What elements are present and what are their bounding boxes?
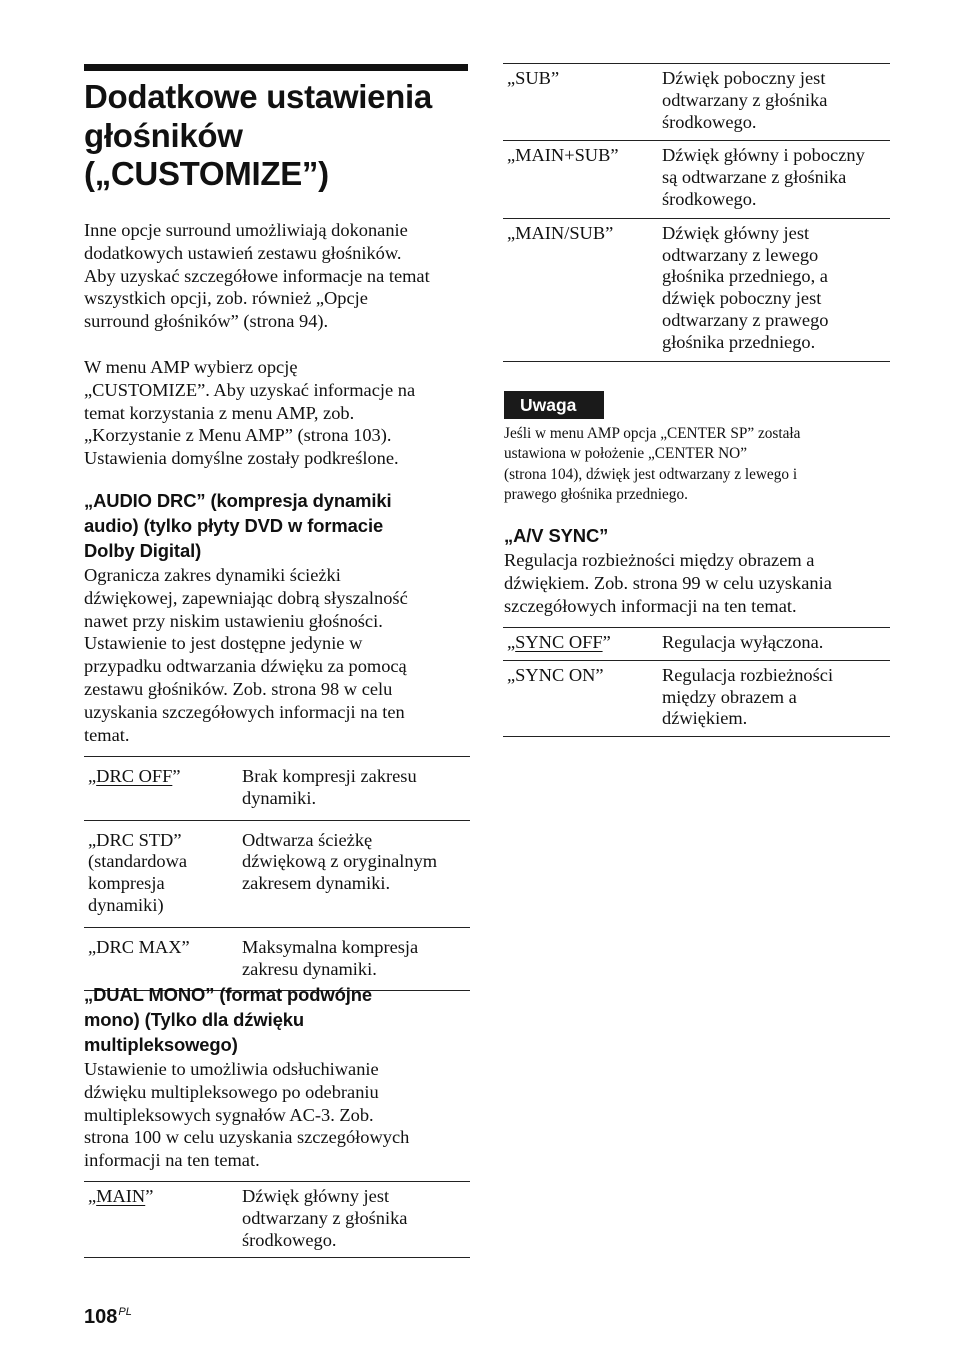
audio-drc-heading — [84, 488, 470, 563]
text-line: multipleksowego) — [84, 1034, 238, 1055]
text-line: nawet przy niskim ustawieniu głośności. — [84, 610, 383, 631]
quote-mark: „ — [507, 145, 516, 166]
option-name-text: SUB — [515, 68, 551, 88]
text-line: szczegółowych informacji na ten temat. — [504, 595, 797, 616]
text-line: uzyskania szczegółowych informacji na ten — [84, 701, 405, 722]
quote-mark: ” — [595, 664, 604, 685]
dual-mono-option-row — [503, 218, 890, 361]
option-name-extra: (standardowa — [88, 851, 188, 872]
text-line: Ogranicza zakres dynamiki ścieżki — [84, 565, 341, 585]
text-line: dźwiękiem. Zob. strona 99 w celu uzyskania — [504, 572, 832, 593]
option-name — [507, 665, 662, 687]
note-label: Uwaga — [504, 391, 604, 419]
intro-paragraph-1 — [84, 219, 470, 333]
option-description-line: Odtwarza ścieżkę — [242, 829, 373, 850]
option-description-line: między obrazem a — [662, 686, 797, 707]
quote-mark: ” — [610, 145, 619, 166]
audio-drc-option-row — [84, 757, 470, 821]
text-line: (strona 104), dźwięk jest odtwarzany z lewego i — [504, 465, 798, 483]
quote-mark: ” — [602, 632, 611, 652]
option-name-default: DRC OFF — [96, 766, 173, 786]
option-name — [88, 937, 242, 959]
quote-mark: „ — [507, 68, 516, 88]
option-name-cell — [503, 218, 662, 361]
option-name-text: DRC MAX — [96, 936, 182, 957]
text-line: „Korzystanie z Menu AMP” (strona 103). — [84, 425, 392, 446]
note-text — [504, 424, 890, 505]
audio-drc-options-table — [84, 756, 470, 991]
option-description-line: środkowego. — [662, 111, 757, 132]
option-name — [88, 830, 242, 852]
text-line: („CUSTOMIZE”) — [84, 155, 329, 192]
option-name — [507, 68, 662, 90]
av-sync-option-row — [503, 660, 890, 736]
option-description-line: głośnika przedniego. — [662, 331, 816, 352]
text-line: Inne opcje surround umożliwiają dokonanie — [84, 220, 408, 240]
option-description-line: dźwiękiem. — [662, 708, 748, 729]
quote-mark: „ — [88, 1186, 97, 1206]
text-line: dodatkowych ustawień zestawu głośników. — [84, 242, 402, 263]
option-name-cell — [503, 141, 662, 218]
av-sync-options-table — [503, 627, 890, 737]
dual-mono-option-row — [503, 64, 890, 141]
option-name-text: DRC STD — [96, 829, 174, 850]
option-name-extra: kompresja — [88, 873, 165, 894]
page-language-suffix: PL — [118, 1306, 132, 1318]
option-description-cell — [662, 141, 890, 218]
quote-mark: ” — [172, 766, 181, 786]
quote-mark: „ — [88, 829, 97, 850]
text-line: temat korzystania z menu AMP, zob. — [84, 402, 355, 423]
option-name-cell — [503, 660, 662, 736]
option-name — [507, 145, 662, 167]
option-description-cell — [242, 757, 470, 821]
page-number — [84, 1300, 132, 1329]
text-line: Jeśli w menu AMP opcja „CENTER SP” została — [504, 425, 801, 442]
option-name — [507, 223, 662, 245]
option-name-cell — [84, 757, 242, 821]
option-description-line: Brak kompresji zakresu — [242, 766, 417, 786]
option-description-line: Dźwięk główny i poboczny — [662, 145, 865, 166]
option-name-cell — [84, 820, 242, 927]
option-description-line: dźwięk poboczny jest — [662, 288, 822, 309]
text-line: głośników — [84, 116, 243, 154]
option-name-text: MAIN+SUB — [515, 145, 611, 166]
audio-drc-option-row — [84, 820, 470, 927]
option-description-line: odtwarzany z lewego — [662, 244, 819, 265]
text-line: strona 100 w celu uzyskania szczegółowych — [84, 1127, 410, 1148]
option-description-cell — [242, 820, 470, 927]
option-description-line: Dźwięk główny jest — [242, 1186, 390, 1206]
option-description-cell — [662, 218, 890, 361]
quote-mark: ” — [181, 936, 190, 957]
dual-mono-heading — [84, 982, 470, 1057]
option-description-line: środkowego. — [662, 188, 757, 209]
text-line: przypadku odtwarzania dźwięku za pomocą — [84, 656, 407, 677]
option-name-extra: dynamiki) — [88, 894, 164, 915]
text-line: temat. — [84, 724, 130, 745]
text-line: „DUAL MONO” (format podwójne — [84, 984, 373, 1005]
text-line: multipleksowych sygnałów AC-3. Zob. — [84, 1104, 374, 1125]
dual-mono-description — [84, 1058, 470, 1172]
option-name — [88, 1186, 242, 1208]
text-line: dźwięku multipleksowego po odebraniu — [84, 1081, 379, 1102]
quote-mark: ” — [173, 829, 182, 850]
option-description-line: Maksymalna kompresja — [242, 936, 419, 957]
option-name-text: SYNC ON — [515, 664, 596, 685]
option-description-line: Dźwięk główny jest — [662, 222, 810, 243]
text-line: Regulacja rozbieżności między obrazem a — [504, 550, 815, 570]
option-name-default: MAIN — [96, 1186, 146, 1206]
option-description-line: zakresu dynamiki. — [242, 958, 377, 979]
option-description-line: odtwarzany z głośnika — [242, 1207, 408, 1228]
dual-mono-options-table-right — [503, 63, 890, 362]
option-name-cell — [503, 64, 662, 141]
quote-mark: ” — [550, 68, 560, 88]
text-line: Dodatkowe ustawienia — [84, 78, 432, 115]
option-name-cell — [503, 628, 662, 661]
av-sync-description — [504, 549, 890, 617]
quote-mark: „ — [88, 766, 97, 786]
option-description-cell — [242, 1182, 470, 1258]
dual-mono-option-row — [503, 141, 890, 218]
audio-drc-description — [84, 564, 470, 746]
option-description-cell — [662, 660, 890, 736]
option-description-line: odtwarzany z prawego — [662, 309, 829, 330]
option-description-line: dynamiki. — [242, 787, 317, 808]
av-sync-option-row — [503, 628, 890, 661]
quote-mark: „ — [507, 222, 516, 243]
option-description-line: głośnika przedniego, a — [662, 266, 828, 287]
option-description-line: zakresem dynamiki. — [242, 873, 391, 894]
text-line: „CUSTOMIZE”. Aby uzyskać informacje na — [84, 379, 416, 400]
quote-mark: ” — [605, 222, 614, 243]
text-line: Aby uzyskać szczegółowe informacje na temat — [84, 265, 430, 286]
text-line: Ustawienie to umożliwia odsłuchiwanie — [84, 1059, 379, 1079]
option-description-line: dźwiękową z oryginalnym — [242, 851, 438, 872]
option-description-cell — [662, 64, 890, 141]
quote-mark: ” — [145, 1186, 154, 1206]
option-description-line: Regulacja rozbieżności — [662, 664, 834, 685]
option-name-cell — [84, 1182, 242, 1258]
text-line: W menu AMP wybierz opcję — [84, 357, 298, 377]
text-line: wszystkich opcji, zob. również „Opcje — [84, 288, 368, 309]
quote-mark: „ — [88, 936, 97, 957]
quote-mark: „ — [507, 632, 516, 652]
title-rule — [84, 64, 468, 71]
page-title — [84, 78, 470, 194]
text-line: Ustawienia domyślne zostały podkreślone. — [84, 448, 399, 469]
option-name — [507, 632, 662, 654]
option-description-line: Dźwięk poboczny jest — [662, 68, 826, 88]
text-line: „AUDIO DRC” (kompresja dynamiki — [84, 490, 392, 511]
option-description-cell — [662, 628, 890, 661]
dual-mono-option-row — [84, 1182, 470, 1258]
text-line: „A/V SYNC” — [504, 525, 609, 546]
text-line: dźwiękowej, zapewniając dobrą słyszalność — [84, 587, 408, 608]
option-name-text: MAIN/SUB — [515, 222, 606, 243]
option-description-line: odtwarzany z głośnika — [662, 89, 828, 110]
intro-paragraph-2 — [84, 356, 470, 470]
text-line: surround głośników” (strona 94). — [84, 311, 329, 332]
text-line: zestawu głośników. Zob. strona 98 w celu — [84, 678, 393, 699]
option-description-line: środkowego. — [242, 1229, 337, 1250]
text-line: informacji na ten temat. — [84, 1150, 260, 1171]
dual-mono-options-table-left — [84, 1181, 470, 1258]
text-line: Dolby Digital) — [84, 540, 202, 561]
option-name — [88, 766, 242, 788]
text-line: audio) (tylko płyty DVD w formacie — [84, 515, 384, 536]
text-line: prawego głośnika przedniego. — [504, 485, 688, 503]
text-line: ustawiona w położenie „CENTER NO” — [504, 445, 747, 463]
text-line: mono) (Tylko dla dźwięku — [84, 1009, 305, 1030]
page-number-value: 108 — [84, 1306, 118, 1328]
option-description-line: są odtwarzane z głośnika — [662, 167, 847, 188]
option-description-line: Regulacja wyłączona. — [662, 632, 824, 652]
text-line: Ustawienie to jest dostępne jedynie w — [84, 633, 363, 654]
quote-mark: „ — [507, 664, 516, 685]
option-name-default: SYNC OFF — [515, 632, 603, 652]
av-sync-heading — [504, 523, 890, 548]
